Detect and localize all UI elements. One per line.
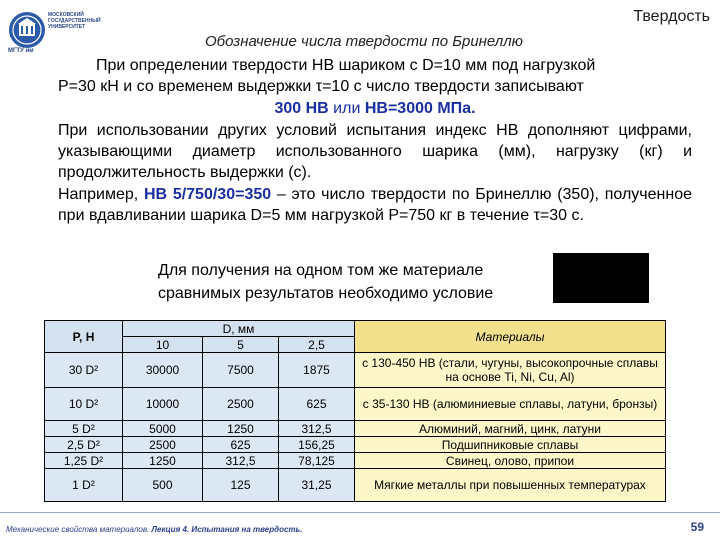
- topic-title: Твердость: [633, 8, 710, 25]
- load-cell: 30 D²: [45, 353, 123, 388]
- paragraph-3-prefix: Например,: [58, 186, 144, 203]
- value-cell: 2500: [123, 437, 203, 453]
- material-cell: с 130-450 НВ (стали, чугуны, высокопрочные сплавы на основе Ti, Ni, Cu, Al): [355, 353, 666, 388]
- table-row: [45, 353, 666, 388]
- paragraph-1-notation: [58, 98, 692, 119]
- load-cell: 2,5 D²: [45, 437, 123, 453]
- material-cell: Свинец, олово, припои: [355, 453, 666, 469]
- header-materials: Материалы: [355, 321, 666, 353]
- load-cell: 10 D²: [45, 388, 123, 421]
- paragraph-3-suffix: – это число твердости по Бринеллю (350), полученное при вдавливании шарика D=5 мм нагрузкой Р=750 кг в течение τ=30 с.: [58, 186, 693, 224]
- paragraph-1-line-1: При определении твердости НВ шариком с D=10 мм под нагрузкой: [96, 57, 596, 74]
- paragraph-2: При использовании других условий испытания индекс НВ дополняют цифрами, указывающими диаметр использованного шарика (мм), нагрузку (кг) и продолжительность выдержки (с).: [58, 122, 692, 181]
- brinell-load-table: [44, 320, 666, 502]
- notation-mpa: НВ=3000 МПа.: [364, 100, 476, 117]
- university-emblem-icon: [8, 10, 46, 50]
- value-cell: 125: [203, 469, 279, 502]
- value-cell: 625: [279, 388, 355, 421]
- table-row: [45, 421, 666, 437]
- value-cell: 625: [203, 437, 279, 453]
- header-diameter-2-5: 2,5: [279, 337, 355, 353]
- load-cell: 1 D²: [45, 469, 123, 502]
- material-cell: Подшипниковые сплавы: [355, 437, 666, 453]
- material-cell: Мягкие металлы при повышенных температурах: [355, 469, 666, 502]
- formula-placeholder-box: [553, 253, 649, 303]
- footer-text: [6, 525, 303, 534]
- table-row: [45, 388, 666, 421]
- paragraph-1-line-2: Р=30 кН и со временем выдержки τ=10 с число твердости записывают: [58, 78, 584, 95]
- material-cell: Алюминий, магний, цинк, латуни: [355, 421, 666, 437]
- notation-hb: 300 НВ: [274, 100, 329, 117]
- value-cell: 1250: [203, 421, 279, 437]
- value-cell: 78,125: [279, 453, 355, 469]
- material-cell: с 35-130 НВ (алюминиевые сплавы, латуни, бронзы): [355, 388, 666, 421]
- header-diameter-10: 10: [123, 337, 203, 353]
- value-cell: 7500: [203, 353, 279, 388]
- value-cell: 312,5: [203, 453, 279, 469]
- value-cell: 30000: [123, 353, 203, 388]
- value-cell: 312,5: [279, 421, 355, 437]
- value-cell: 5000: [123, 421, 203, 437]
- load-cell: 1,25 D²: [45, 453, 123, 469]
- page-number: 59: [690, 520, 704, 534]
- slide-subtitle: Обозначение числа твердости по Бринеллю: [205, 33, 523, 50]
- university-logo: [6, 4, 101, 56]
- value-cell: 1875: [279, 353, 355, 388]
- footer-lecture: Лекция 4. Испытания на твердость.: [151, 525, 303, 534]
- condition-note: [158, 259, 493, 305]
- header-load: P, H: [45, 321, 123, 353]
- paragraph-3: [58, 184, 692, 226]
- value-cell: 31,25: [279, 469, 355, 502]
- footer-course: Механические свойства материалов.: [6, 525, 150, 534]
- table-row: [45, 453, 666, 469]
- logo-abbr: МГТУ им: [8, 48, 34, 54]
- logo-org-text: МОСКОВСКИЙ ГОСУДАРСТВЕННЫЙ УНИВЕРСИТЕТ: [48, 12, 101, 30]
- paragraph-3-example: НВ 5/750/30=350: [143, 186, 272, 203]
- condition-note-line-2: сравнимых результатов необходимо условие: [158, 285, 494, 302]
- footer-divider: [0, 512, 720, 513]
- value-cell: 500: [123, 469, 203, 502]
- header-diameter: D, мм: [123, 321, 355, 337]
- notation-or: или: [328, 100, 365, 117]
- value-cell: 1250: [123, 453, 203, 469]
- table-row: [45, 437, 666, 453]
- value-cell: 10000: [123, 388, 203, 421]
- value-cell: 2500: [203, 388, 279, 421]
- load-cell: 5 D²: [45, 421, 123, 437]
- value-cell: 156,25: [279, 437, 355, 453]
- condition-note-line-1: Для получения на одном том же материале: [158, 262, 484, 279]
- header-diameter-5: 5: [203, 337, 279, 353]
- table-row: [45, 469, 666, 502]
